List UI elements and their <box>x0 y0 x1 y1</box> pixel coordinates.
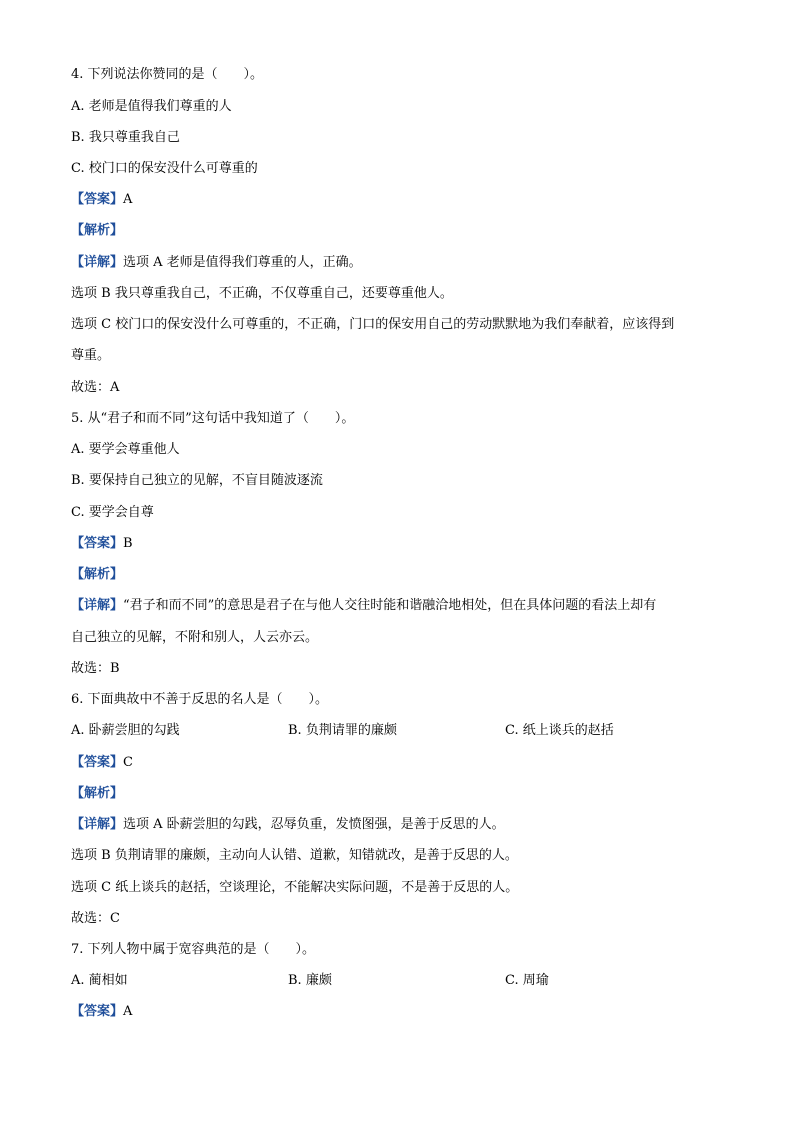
q5-detail-1-continued: 自己独立的见解，不附和别人，人云亦云。 <box>71 630 319 645</box>
q6-answer <box>71 754 720 772</box>
q4-detail-3-continued: 尊重。 <box>71 348 111 363</box>
question-5: 5. 从“君子和而不同”这句话中我知道了（ ）。 <box>71 411 355 426</box>
answer-tag: 【答案】 <box>71 536 124 551</box>
q4-detail-3: 选项 C 校门口的保安没什么可尊重的，不正确，门口的保安用自己的劳动默默地为我们奉献着，应该得到 <box>71 317 675 332</box>
answer-value: A <box>123 192 133 207</box>
q4-answer <box>71 191 720 209</box>
detail-text: 选项 A 卧薪尝胆的勾践，忍辱负重，发愤图强，是善于反思的人。 <box>123 817 505 832</box>
detail-tag: 【详解】 <box>71 255 124 270</box>
q5-option-b: B. 要保持自己独立的见解，不盲目随波逐流 <box>71 473 323 488</box>
q6-detail-2: 选项 B 负荆请罪的廉颇，主动向人认错、道歉，知错就改，是善于反思的人。 <box>71 848 518 863</box>
question-6: 6. 下面典故中不善于反思的名人是（ ）。 <box>71 692 329 707</box>
q4-detail-2: 选项 B 我只尊重我自己，不正确，不仅尊重自己，还要尊重他人。 <box>71 286 453 301</box>
answer-value: B <box>123 536 133 551</box>
q6-analysis-tag: 【解析】 <box>71 786 124 801</box>
q4-choice: 故选：A <box>71 380 120 395</box>
q4-option-c: C. 校门口的保安没什么可尊重的 <box>71 161 258 176</box>
q7-option-a: A. 蔺相如 <box>71 973 128 988</box>
question-7: 7. 下列人物中属于宽容典范的是（ ）。 <box>71 942 316 957</box>
q7-option-b: B. 廉颇 <box>288 973 332 988</box>
question-4: 4. 下列说法你赞同的是（ ）。 <box>71 67 264 82</box>
q6-option-b: B. 负荆请罪的廉颇 <box>288 723 397 738</box>
answer-tag: 【答案】 <box>71 192 124 207</box>
q5-detail-1 <box>71 597 720 615</box>
detail-tag: 【详解】 <box>71 817 124 832</box>
q6-option-c: C. 纸上谈兵的赵括 <box>505 723 614 738</box>
detail-tag: 【详解】 <box>71 598 124 613</box>
q5-option-a: A. 要学会尊重他人 <box>71 442 180 457</box>
q6-detail-3: 选项 C 纸上谈兵的赵括，空谈理论，不能解决实际问题，不是善于反思的人。 <box>71 880 519 895</box>
q4-detail-1 <box>71 254 720 272</box>
answer-value: A <box>123 1004 133 1019</box>
q4-analysis-tag: 【解析】 <box>71 223 124 238</box>
q4-option-b: B. 我只尊重我自己 <box>71 130 180 145</box>
detail-text: 选项 A 老师是值得我们尊重的人，正确。 <box>123 255 362 270</box>
q7-answer <box>71 1003 720 1021</box>
q5-option-c: C. 要学会自尊 <box>71 505 154 520</box>
answer-tag: 【答案】 <box>71 1004 124 1019</box>
q6-detail-1 <box>71 816 720 834</box>
q4-option-a: A. 老师是值得我们尊重的人 <box>71 99 232 114</box>
q6-choice: 故选：C <box>71 911 120 926</box>
q6-option-a: A. 卧薪尝胆的勾践 <box>71 723 180 738</box>
q5-answer <box>71 535 720 553</box>
answer-value: C <box>123 755 133 770</box>
q7-option-c: C. 周瑜 <box>505 973 549 988</box>
answer-tag: 【答案】 <box>71 755 124 770</box>
q5-choice: 故选：B <box>71 661 120 676</box>
q5-analysis-tag: 【解析】 <box>71 567 124 582</box>
detail-text: “君子和而不同”的意思是君子在与他人交往时能和谐融洽地相处，但在具体问题的看法上却有 <box>123 598 657 613</box>
